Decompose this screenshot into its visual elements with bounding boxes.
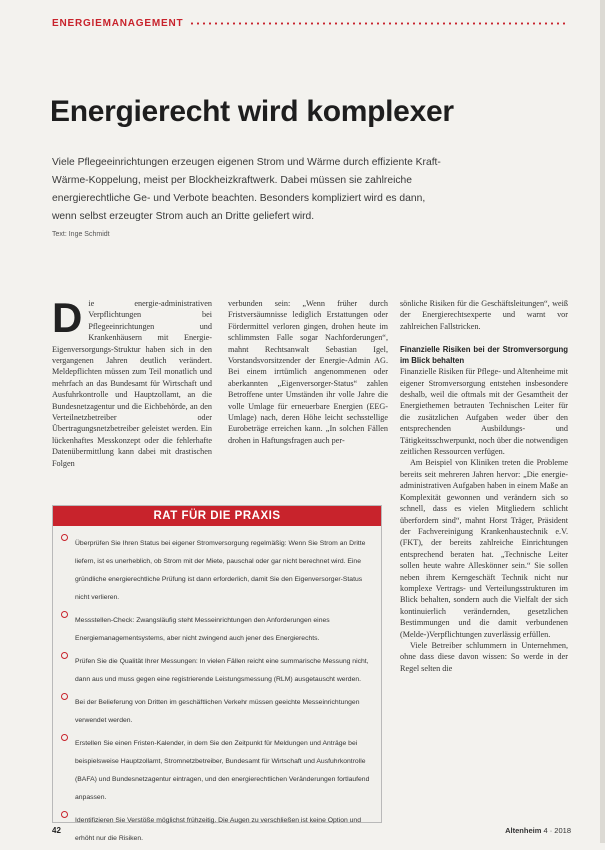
issue-number: 4 · 2018 (543, 826, 571, 835)
practice-box-title: RAT FÜR DIE PRAXIS (153, 510, 281, 522)
magazine-name: Altenheim (505, 826, 542, 835)
list-item: Identifizieren Sie Verstöße möglichst frühzeitig. Die Augen zu verschließen ist keine Option und erhöht nur die Risiken. (61, 809, 375, 845)
article-title: Energierecht wird komplexer (50, 95, 454, 128)
page-edge (600, 0, 605, 843)
column-3-paragraph-3: Viele Betreiber schlummern in Unternehmen, ohne dass diese davon wissen: So werde in der Regel selten die (400, 640, 568, 673)
article-lead: Viele Pflegeeinrichtungen erzeugen eigenen Strom und Wärme durch effiziente Kraft-Wärme-Koppelung, meist per Blockheizkraftwerk. Dabei müssen sie zahlreiche energierechtliche Ge- und Verbote beachten. Besonders kompliziert wird es dann, wenn selbst erzeugter Strom auch an Dritte geliefert wird. (52, 157, 441, 222)
body-column-1 (52, 294, 212, 469)
page-number: 42 (52, 826, 61, 835)
section-header (52, 14, 567, 32)
section-label: ENERGIEMANAGEMENT (52, 17, 184, 29)
subheading: Finanzielle Risiken bei der Stromversorgung im Blick behalten (400, 345, 568, 366)
drop-cap: D (52, 294, 83, 341)
column-3-intro: sönliche Risiken für die Geschäftsleitungen“, weiß der Energierechtsexperte und warnt vor zahlreichen Fallstricken. (400, 299, 568, 331)
list-item: Prüfen Sie die Qualität Ihrer Messungen: In vielen Fällen reicht eine summarische Messung nicht, dann aus und muss gegen eine registrierende Leistungsmessung (RLM) ausgetauscht werden. (61, 650, 375, 686)
list-item: Messstellen-Check: Zwangsläufig steht Messeinrichtungen den Anforderungen eines Energiemanagementsystems, aber nicht zwingend auch jener des Energierechts. (61, 609, 375, 645)
bullet-icon (61, 611, 68, 618)
bullet-icon (61, 652, 68, 659)
bullet-icon (61, 534, 68, 541)
section-dotted-rule (189, 21, 567, 25)
bullet-icon (61, 734, 68, 741)
bullet-icon (61, 693, 68, 700)
list-item: Bei der Belieferung von Dritten im geschäftlichen Verkehr müssen geeichte Messeinrichtungen verwendet werden. (61, 691, 375, 727)
column-1-text: ie energie-administrativen Verpflichtungen bei Pflegeeinrichtungen und Krankenhäusern mit Energie-Eigenversorgungs-Struktur haben sich in den vergangenen Jahren deutlich verändert. Meldepflichten müssen zum Teil monatlich und mehrfach an das Bundesamt für Wirtschaft und Ausfuhrkontrolle und Hauptzollamt, an die Bundesnetzagentur und die Eichbehörde, an den Verteilnetzbetreiber oder Übertragungsnetzbetreiber geleistet werden. Ein lückenhaftes Messkonzept oder die fehlerhafte Datenübermittlung kann dabei mit drastischen Folgen (52, 299, 212, 468)
practice-tips-list (61, 532, 375, 850)
column-3-paragraph-2: Am Beispiel von Kliniken treten die Probleme bereits seit mehreren Jahren hervor: „Die energie-administrativen Aufgaben haben in einem Maße an Komplexität gewonnen und verändern sich so schnell, dass es vielen Mitgliedern schlicht überfordern sind“, mahnt Horst Träger, Präsident der Fachvereinigung Krankenhaustechnik e.V. (FKT), der bereits zahlreiche Einrichtungen entsprechend beraten hat. „Technische Leiter sollen heute wahre Alleskönner sein.“ Sie sollen neben ihrem Kerngeschäft Technik nicht nur komplexe Vertrags- und Verteilungsstrukturen im Blick behalten, sondern auch die Vielfalt der sich kontinuierlich verändernden, gesetzlichen Bestimmungen und die damit verbundenen (Melde-)Verpflichtungen zuverlässig erfüllen. (400, 458, 568, 639)
column-2-text: verbunden sein: „Wenn früher durch Fristversäumnisse lediglich Erstattungen oder Fördermittel verloren gingen, drohen heute im schlimmsten Falle sogar Nachforderungen“, mahnt Rechtsanwalt Sebastian Igel, Vorstandsvorsitzender der Energie-Admin AG. Bei einem irrtümlich angenommenen oder aberkannten „Eigenversorger-Status“ zahlen Betroffene unter Umständen ihr volle Jahre die volle Umlage für erneuerbare Energien (EEG-Umlage) nach, deren Höhe leicht sechsstellige Eurobeträge erreichen kann. „In solchen Fällen drohen in Haftungsfragen auch per- (228, 299, 388, 445)
footer-magazine (505, 826, 571, 835)
body-column-2 (228, 298, 388, 446)
column-3-paragraph-1: Finanzielle Risiken für Pflege- und Altenheime mit eigener Stromversorgung entstehen insbesondere deshalb, weil die oftmals mit der Gesamtheit der Energiethemen betrauten Technischen Leiter für die zusätzlichen Aufgaben weder über den entsprechenden Ausbildungs- und Tätigkeitsschwerpunkt, noch über die notwendigen zeitlichen Ressourcen verfügen. (400, 367, 568, 457)
body-column-3 (400, 298, 568, 674)
practice-box-header (53, 506, 381, 526)
article-byline: Text: Inge Schmidt (52, 231, 110, 238)
list-item: Erstellen Sie einen Fristen-Kalender, in dem Sie den Zeitpunkt für Meldungen und Anträge bei beispielsweise Hauptzollamt, Stromnetzbetreiber, Bundesamt für Wirtschaft und Ausfuhrkontrolle (BAFA) und Bundesnetzagentur eintragen, und den energierechtlichen Veränderungen fortlaufend anpassen. (61, 732, 375, 804)
bullet-icon (61, 811, 68, 818)
list-item: Überprüfen Sie Ihren Status bei eigener Stromversorgung regelmäßig: Wenn Sie Strom an Dritte liefern, ist es unerheblich, ob Strom mit der Miete, pauschal oder gar nicht berechnet wird. Eine gründliche energierechtliche Prüfung ist dann erforderlich, damit Sie den Eigenversorger-Status nicht verlieren. (61, 532, 375, 604)
